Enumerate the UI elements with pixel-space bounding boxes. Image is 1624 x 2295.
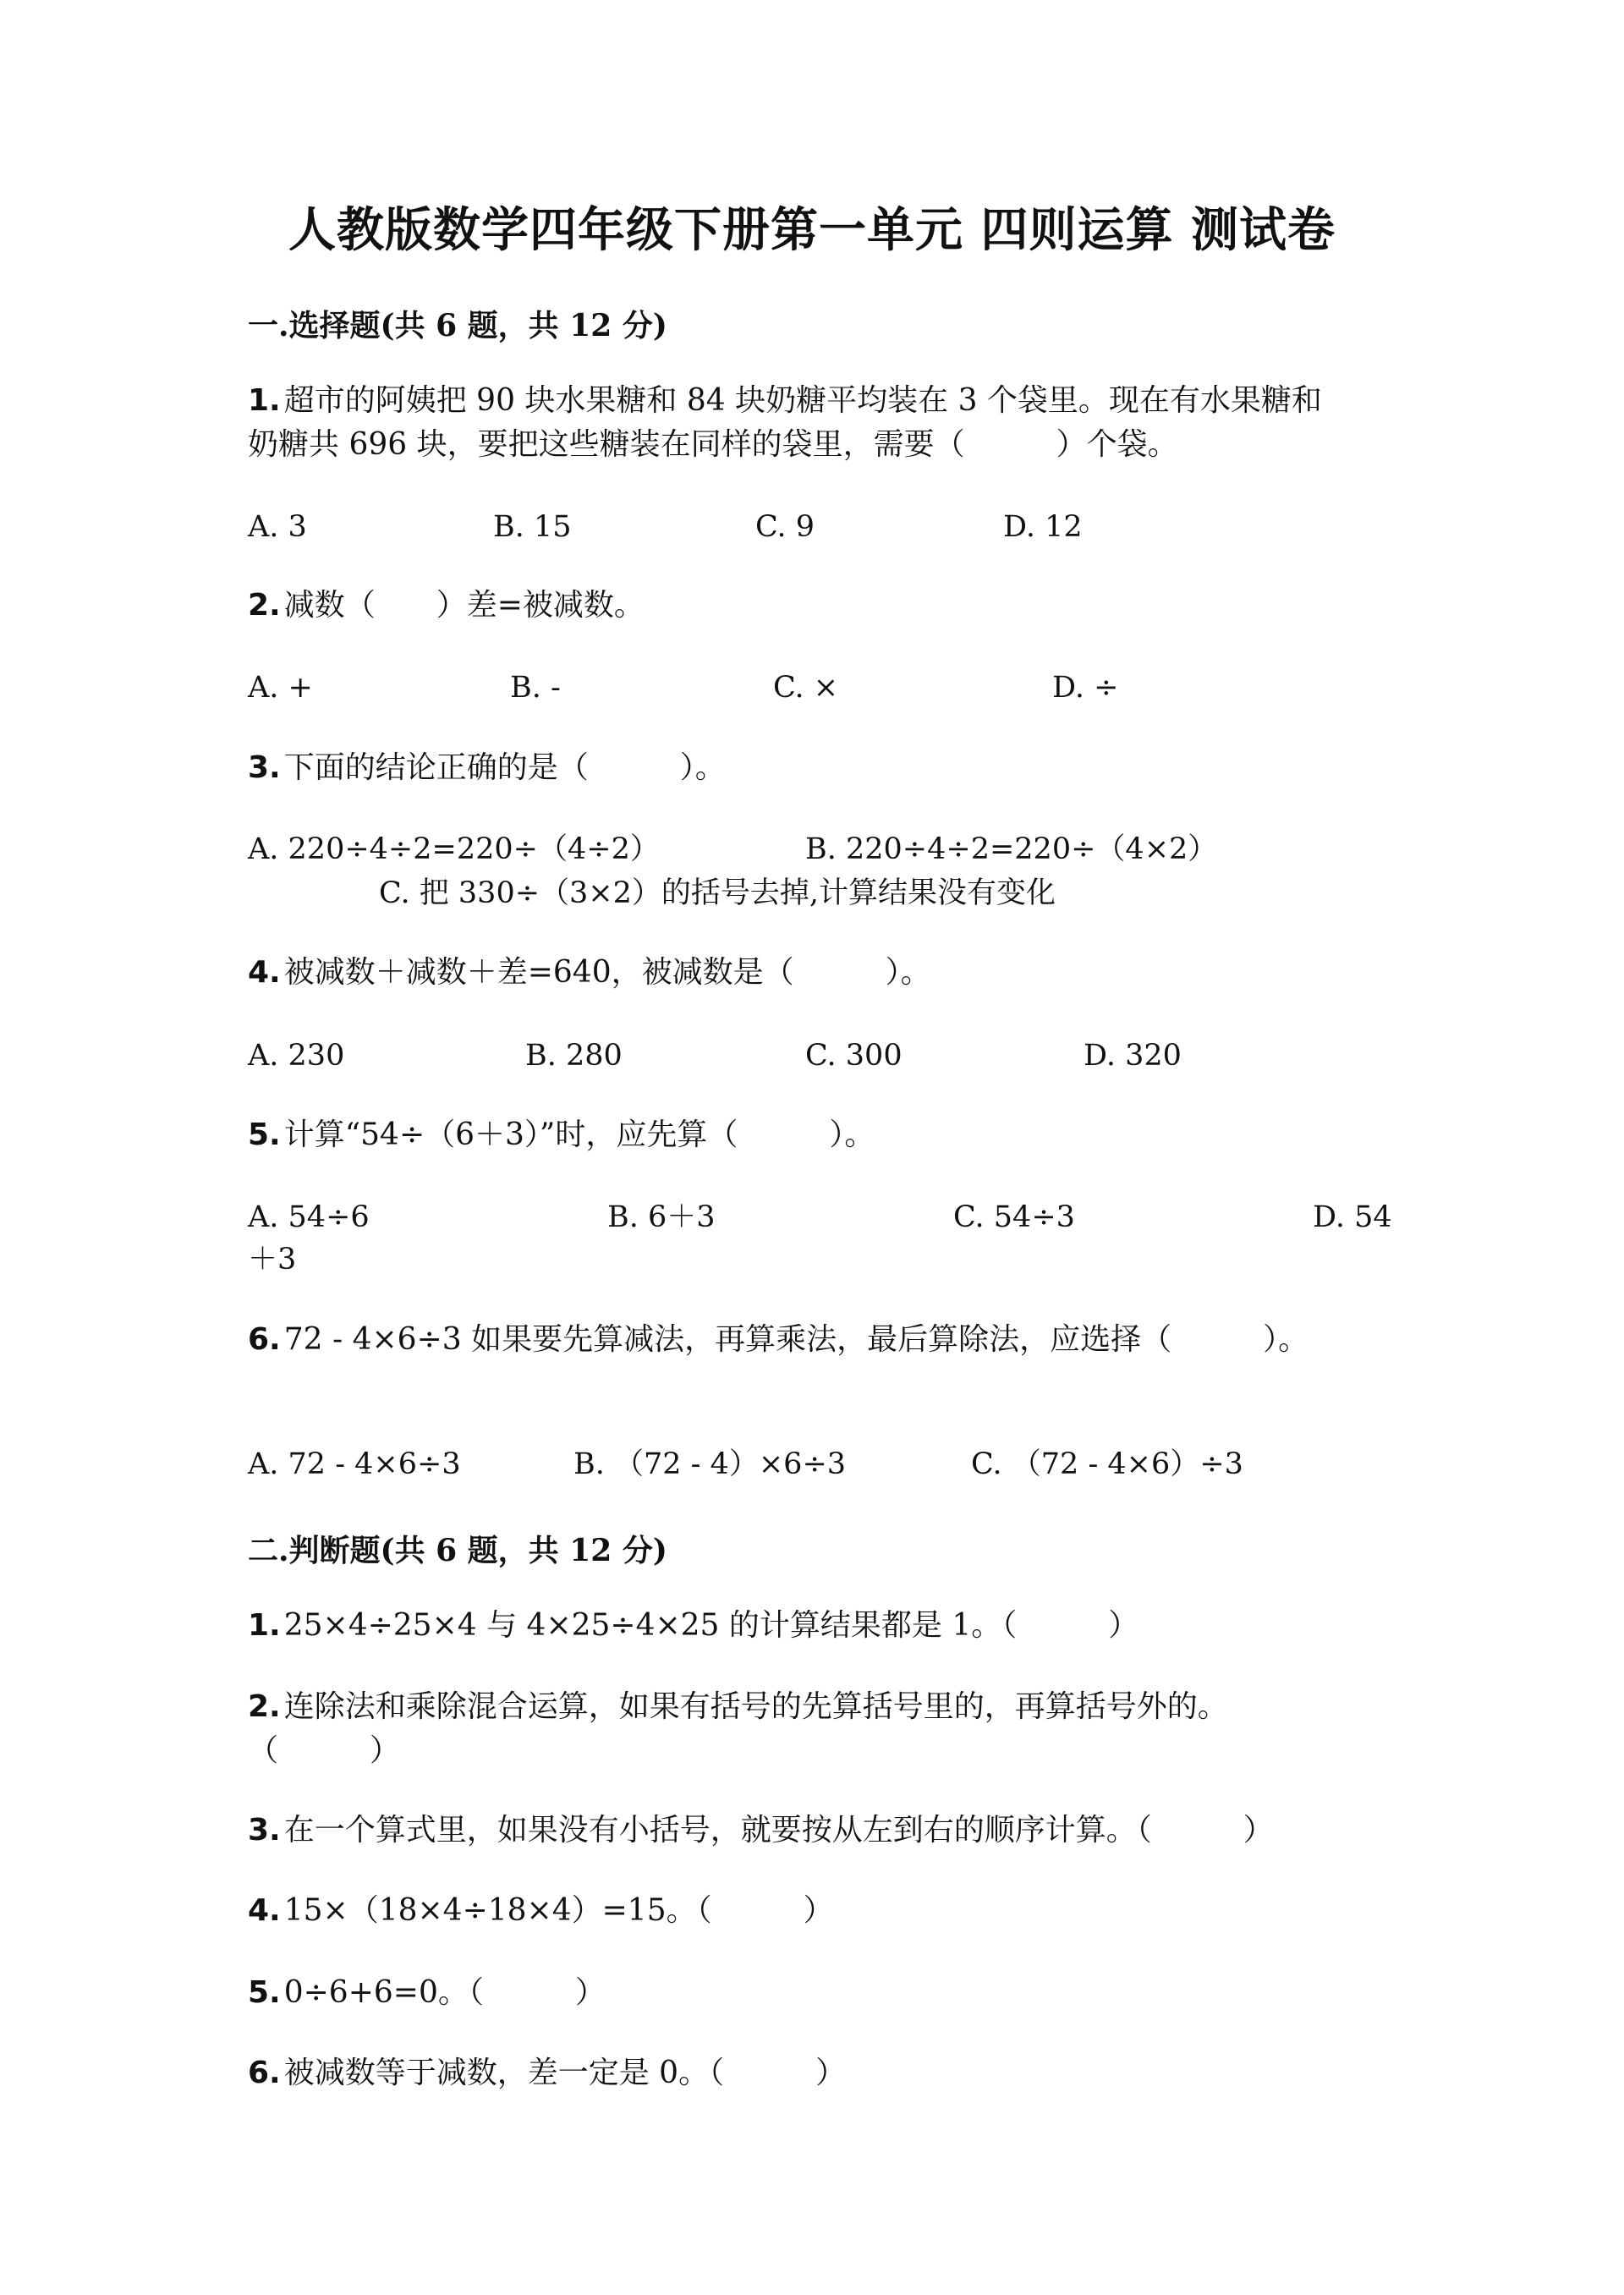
option-c: C. 54÷3 bbox=[953, 1200, 1075, 1234]
page-title: 人教版数学四年级下册第一单元 四则运算 测试卷 bbox=[288, 202, 1336, 258]
question-number: 5. bbox=[248, 1117, 281, 1152]
question-1-line2: 奶糖共 696 块，要把这些糖装在同样的袋里，需要（ ）个袋。 bbox=[248, 427, 1178, 462]
option-c: C. 300 bbox=[805, 1039, 903, 1073]
judgement-5 bbox=[248, 1971, 606, 2015]
question-text: 被减数等于减数，差一定是 0。（ ） bbox=[283, 2056, 847, 2090]
question-3 bbox=[248, 746, 726, 790]
question-text: 在一个算式里，如果没有小括号，就要按从左到右的顺序计算。（ ） bbox=[283, 1813, 1274, 1848]
option-c: C. 把 330÷（3×2）的括号去掉,计算结果没有变化 bbox=[379, 876, 1056, 910]
option-b: B. 15 bbox=[493, 510, 572, 544]
question-text: 被减数＋减数＋差=640，被减数是（ ）。 bbox=[283, 955, 931, 990]
question-4 bbox=[248, 951, 931, 995]
option-c: C. × bbox=[773, 671, 839, 705]
option-d: D. 12 bbox=[1003, 510, 1083, 544]
judgement-3 bbox=[248, 1809, 1274, 1853]
question-number: 3. bbox=[248, 1813, 281, 1848]
option-a: A. 220÷4÷2=220÷（4÷2） bbox=[248, 832, 660, 866]
section-heading-choice: 一.选择题(共 6 题，共 12 分) bbox=[248, 308, 667, 343]
option-c: C. （72 - 4×6）÷3 bbox=[971, 1447, 1243, 1481]
question-number: 5. bbox=[248, 1975, 281, 2010]
option-b: B. 220÷4÷2=220÷（4×2） bbox=[805, 832, 1218, 866]
question-number: 2. bbox=[248, 1689, 281, 1724]
option-d: D. 320 bbox=[1084, 1039, 1182, 1073]
option-a: A. 54÷6 bbox=[248, 1200, 370, 1234]
question-number: 6. bbox=[248, 2056, 281, 2090]
option-d-continued: ＋3 bbox=[248, 1243, 297, 1277]
option-d: D. 54 bbox=[1313, 1200, 1392, 1234]
question-number: 4. bbox=[248, 955, 281, 990]
option-a: A. 230 bbox=[248, 1039, 345, 1073]
question-text: 72 - 4×6÷3 如果要先算减法，再算乘法，最后算除法，应选择（ ）。 bbox=[283, 1322, 1309, 1357]
question-5 bbox=[248, 1113, 875, 1157]
question-text: 下面的结论正确的是（ ）。 bbox=[283, 750, 726, 785]
option-a: A. 72 - 4×6÷3 bbox=[248, 1447, 461, 1481]
question-number: 6. bbox=[248, 1322, 281, 1357]
judgement-2-answer-blank: （ ） bbox=[248, 1733, 401, 1768]
judgement-4 bbox=[248, 1889, 834, 1933]
option-a: A. + bbox=[248, 671, 313, 705]
question-text: 超市的阿姨把 90 块水果糖和 84 块奶糖平均装在 3 个袋里。现在有水果糖和 bbox=[283, 383, 1322, 418]
question-text: 减数（ ）差=被减数。 bbox=[283, 588, 645, 623]
question-number: 2. bbox=[248, 588, 281, 623]
question-2 bbox=[248, 584, 645, 628]
option-d: D. ÷ bbox=[1052, 671, 1119, 705]
option-b: B. - bbox=[510, 671, 561, 705]
option-c: C. 9 bbox=[755, 510, 815, 544]
option-a: A. 3 bbox=[248, 510, 307, 544]
question-text: 15×（18×4÷18×4）=15。（ ） bbox=[283, 1893, 834, 1928]
option-b: B. （72 - 4）×6÷3 bbox=[573, 1447, 847, 1481]
question-6 bbox=[248, 1318, 1309, 1362]
question-number: 3. bbox=[248, 750, 281, 785]
judgement-2 bbox=[248, 1685, 1228, 1729]
question-text: 计算“54÷（6＋3）”时，应先算（ ）。 bbox=[283, 1117, 875, 1152]
option-b: B. 6＋3 bbox=[607, 1200, 716, 1234]
question-number: 1. bbox=[248, 1608, 281, 1643]
judgement-6 bbox=[248, 2051, 846, 2095]
question-text: 连除法和乘除混合运算，如果有括号的先算括号里的，再算括号外的。 bbox=[283, 1689, 1228, 1724]
question-text: 25×4÷25×4 与 4×25÷4×25 的计算结果都是 1。（ ） bbox=[283, 1608, 1139, 1643]
judgement-1 bbox=[248, 1604, 1138, 1648]
question-number: 1. bbox=[248, 383, 281, 418]
question-text: 0÷6+6=0。（ ） bbox=[283, 1975, 606, 2010]
section-heading-judgement: 二.判断题(共 6 题，共 12 分) bbox=[248, 1533, 667, 1568]
question-number: 4. bbox=[248, 1893, 281, 1928]
question-1 bbox=[248, 379, 1322, 423]
option-b: B. 280 bbox=[525, 1039, 623, 1073]
